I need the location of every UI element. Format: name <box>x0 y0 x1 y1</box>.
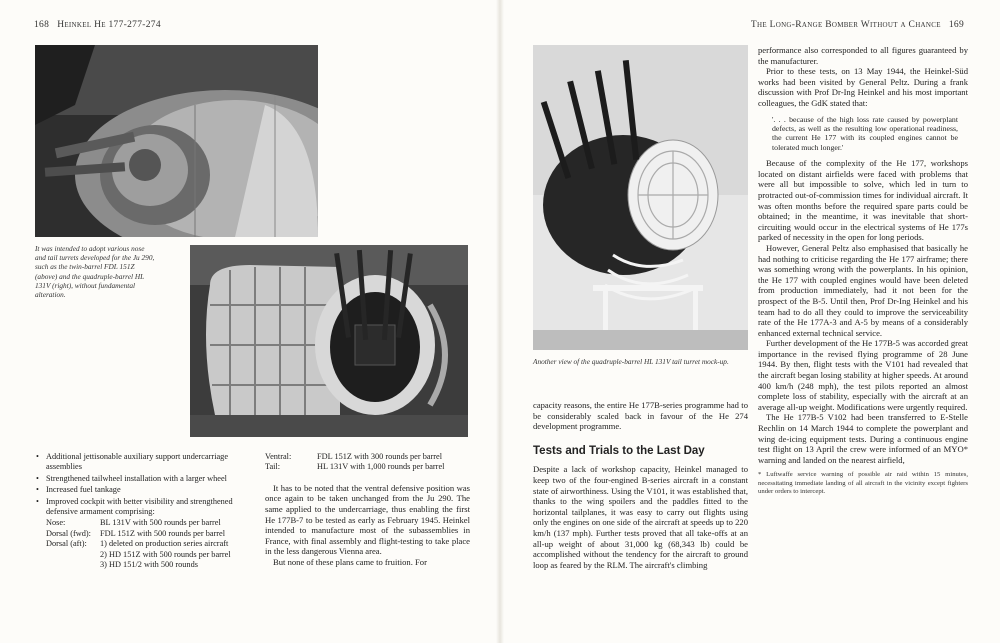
paragraph: But none of these plans came to fruition. For <box>273 556 427 567</box>
paragraph: performance also corresponded to all figures guaranteed by the manufacturer. <box>758 45 968 66</box>
list-item: • Additional jettisonable auxiliary support undercarriage assemblies <box>36 452 256 473</box>
left-running-header <box>34 20 161 30</box>
paragraph: The He 177B-5 V102 had been transferred to E-Stelle Rechlin on 14 March 1944 to complete the powerplant and wing de-icing equipment tests. During a continuous engine test flight on 13 April the crew were informed of an MYO* warning and landed on the nearest airfield, <box>758 412 968 465</box>
list-item: • Strengthened tailwheel installation with a larger wheel <box>36 474 256 484</box>
right-running-title: The Long-Range Bomber Without a Chance <box>750 20 941 30</box>
table-row: 3) HD 151/2 with 500 rounds <box>100 560 198 570</box>
left-page-number: 168 <box>34 20 50 30</box>
right-page <box>500 0 1000 643</box>
footnote: * Luftwaffe service warning of possible air raid within 15 minutes, necessitating immediate landing of all aircraft in the vicinity except fighters under orders to intercept. <box>758 471 968 495</box>
paragraph: Further development of the He 177B-5 was accorded great importance in the revised flying programme of 28 June 1944. By then, flight tests with the V101 had revealed that the aircraft began losing stability at higher speeds. At around 400 km/h (248 mph), the test pilots reported an almost complete loss of stability, especially with the aircraft at an average all-up weight. Modifications were urgently required. <box>758 338 968 412</box>
left-text-column <box>265 452 470 568</box>
armament-table-right <box>265 452 470 473</box>
table-row: Tail: HL 131V with 1,000 rounds per barrel <box>265 462 445 472</box>
left-body-text <box>265 483 470 568</box>
right-running-header <box>751 20 964 30</box>
paragraph: Despite a lack of workshop capacity, Heinkel managed to keep two of the four-engined B-series aircraft in a constant state of airworthiness. Using the V101, it was established that, thanks to the wing spoilers and the paddles fitted to the horizontal tailplanes, it was easy to carry out flights using only the engines on one side of the aircraft at speeds up to 220 km/h (137 mph). Further tests proved that all take-offs at an all-up weight of about 31,000 kg (68,343 lb) could be accomplished without the tendency for the aircraft to ground loop as feared by the RLM. The aircraft's climbing <box>533 464 748 570</box>
list-item: • Improved cockpit with better visibility and strengthened defensive armament comprising: <box>36 497 256 518</box>
armament-table-left <box>46 518 256 570</box>
nose-turret-photo <box>35 45 318 237</box>
left-bullet-block <box>36 452 256 570</box>
paragraph: It has to be noted that the ventral defensive position was once again to be taken unchanged from the Ju 290. The same applied to the undercarriage, thus enabling the first He 177B-7 to be tested as early as February 1945. Heinkel intended to manufacture most of the subassemblies in France, with final assembly and flight-testing to take place in the less dangerous Vienna area. <box>265 482 470 557</box>
quadruple-turret-photo <box>533 45 748 350</box>
table-row: Dorsal (fwd): FDL 151Z with 500 rounds per barrel <box>46 528 226 538</box>
features-list <box>36 452 256 517</box>
tail-turret-mockup-photo <box>190 245 468 437</box>
right-col2-text <box>758 45 968 496</box>
table-row: Nose: BL 131V with 500 rounds per barrel <box>46 518 221 528</box>
paragraph: Prior to these tests, on 13 May 1944, the Heinkel-Süd works had been visited by General Peltz. During a frank discussion with Prof Dr-Ing Heinkel and his most important colleagues, the GdK stated that: <box>758 66 968 108</box>
right-page-number: 169 <box>948 20 964 30</box>
right-col1-text <box>533 400 748 570</box>
paragraph: capacity reasons, the entire He 177B-series programme had to be considerably scaled back in favour of the He 274 development programme. <box>533 400 748 432</box>
quotation: '. . . because of the high loss rate caused by powerplant defects, as well as the resulting low operational readiness, the current He 177 with its coupled engines cannot be tolerated much longer.' <box>772 114 958 152</box>
paragraph: Because of the complexity of the He 177, workshops located on distant airfields were faced with problems that were all but impossible to solve, which led in turn to protracted out-of-commission times for individual aircraft. It was often months before the required spare parts could be obtained; in the meantime, it was inevitable that short-circuiting would occur in the electrical systems of He 177s parked of necessity in the open for long periods. <box>758 158 968 243</box>
table-row: Ventral: FDL 151Z with 300 rounds per barrel <box>265 452 443 461</box>
list-item: • Increased fuel tankage <box>36 485 256 495</box>
left-photo-caption: It was intended to adopt various nose and tail turrets developed for the Ju 290, such as the twin-barrel FDL 151Z (above) and the quadruple-barrel HL 131V (right), without fundamental alteration. <box>35 244 155 300</box>
paragraph: However, General Peltz also emphasised that basically he had nothing to criticise regarding the He 177 airframe; there was something wrong with the powerplants. In his opinion, the He 177 with coupled engines would have been deleted from production immediately, had it not been for the prospect of the B-5. Until then, Prof Dr-Ing Heinkel and his team had to do all they could to improve the serviceability rate of the He 177A-3 and A-5 by means of a considerably enhanced external technical service. <box>758 242 968 338</box>
table-row: Dorsal (aft): 1) deleted on production series aircraft <box>46 539 229 549</box>
table-row: 2) HD 151Z with 500 rounds per barrel <box>100 549 231 559</box>
left-running-title: Heinkel He 177-277-274 <box>57 20 161 30</box>
right-photo-caption: Another view of the quadruple-barrel HL 131V tail turret mock-up. <box>533 357 729 366</box>
section-heading: Tests and Trials to the Last Day <box>533 444 705 457</box>
